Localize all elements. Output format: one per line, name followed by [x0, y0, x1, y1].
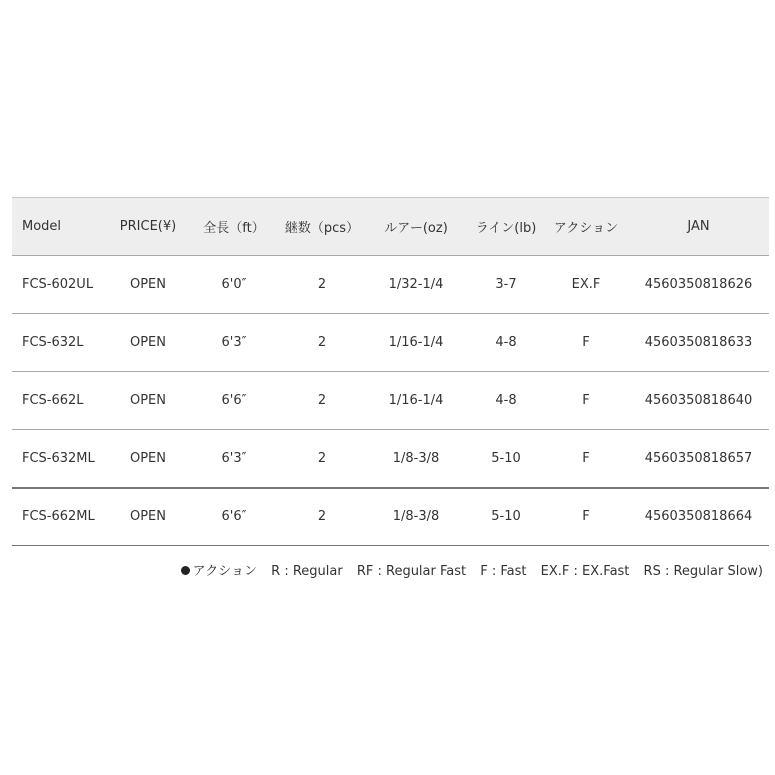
table-header-row	[12, 198, 769, 256]
cell-jan: 4560350818640	[644, 393, 753, 408]
cell-line: 5-10	[491, 509, 521, 525]
cell-length: 6'6″	[221, 509, 247, 525]
cell-length: 6'3″	[221, 335, 247, 350]
cell-action: F	[582, 335, 590, 350]
cell-jan: 4560350818657	[644, 450, 753, 466]
legend-item: F : Fast	[480, 564, 527, 579]
bullet-icon	[181, 566, 190, 575]
legend-item: RS : Regular Slow)	[643, 564, 763, 579]
header-price: PRICE(¥)	[119, 219, 177, 234]
table-row	[12, 314, 769, 372]
table-row	[12, 372, 769, 430]
cell-model: FCS-662L	[22, 393, 84, 408]
cell-pieces: 2	[317, 335, 327, 350]
header-lure: ルアー(oz)	[384, 221, 448, 236]
spec-table	[12, 197, 769, 546]
cell-pieces: 2	[317, 450, 327, 466]
cell-jan: 4560350818633	[644, 335, 753, 350]
cell-lure: 1/8-3/8	[392, 450, 440, 466]
cell-line: 4-8	[495, 393, 517, 408]
cell-lure: 1/32-1/4	[388, 277, 444, 292]
cell-line: 3-7	[495, 277, 517, 292]
table-row	[12, 256, 769, 314]
cell-pieces: 2	[317, 277, 327, 292]
cell-length: 6'3″	[221, 450, 247, 466]
cell-line: 4-8	[495, 335, 517, 350]
cell-action: F	[582, 450, 590, 466]
header-length: 全長（ft）	[203, 221, 265, 236]
cell-price: OPEN	[129, 335, 166, 350]
cell-pieces: 2	[317, 393, 327, 408]
header-pieces: 継数（pcs）	[284, 221, 360, 236]
cell-jan: 4560350818626	[644, 277, 753, 292]
cell-action: F	[582, 393, 590, 408]
header-line: ライン(lb)	[475, 221, 537, 236]
cell-model: FCS-662ML	[22, 509, 95, 525]
header-action: アクション	[553, 221, 619, 236]
table-row	[12, 430, 769, 488]
cell-model: FCS-602UL	[22, 277, 94, 292]
cell-model: FCS-632L	[22, 335, 84, 350]
table-row	[12, 488, 769, 546]
cell-price: OPEN	[129, 393, 166, 408]
cell-pieces: 2	[317, 509, 327, 525]
legend-item: RF : Regular Fast	[356, 564, 467, 579]
action-legend	[181, 560, 763, 579]
header-model: Model	[22, 219, 62, 234]
cell-action: F	[582, 509, 590, 525]
cell-price: OPEN	[129, 509, 166, 525]
cell-lure: 1/16-1/4	[388, 335, 444, 350]
legend-title: アクション	[192, 564, 258, 579]
cell-lure: 1/8-3/8	[392, 509, 440, 525]
cell-price: OPEN	[129, 450, 166, 466]
cell-model: FCS-632ML	[22, 450, 95, 466]
cell-length: 6'0″	[221, 277, 247, 292]
legend-item: EX.F : EX.Fast	[540, 564, 630, 579]
cell-price: OPEN	[129, 277, 166, 292]
cell-length: 6'6″	[221, 393, 247, 408]
cell-lure: 1/16-1/4	[388, 393, 444, 408]
header-jan: JAN	[687, 219, 710, 234]
cell-action: EX.F	[571, 277, 601, 292]
cell-line: 5-10	[491, 450, 521, 466]
legend-item: R : Regular	[271, 564, 343, 579]
cell-jan: 4560350818664	[644, 509, 753, 525]
